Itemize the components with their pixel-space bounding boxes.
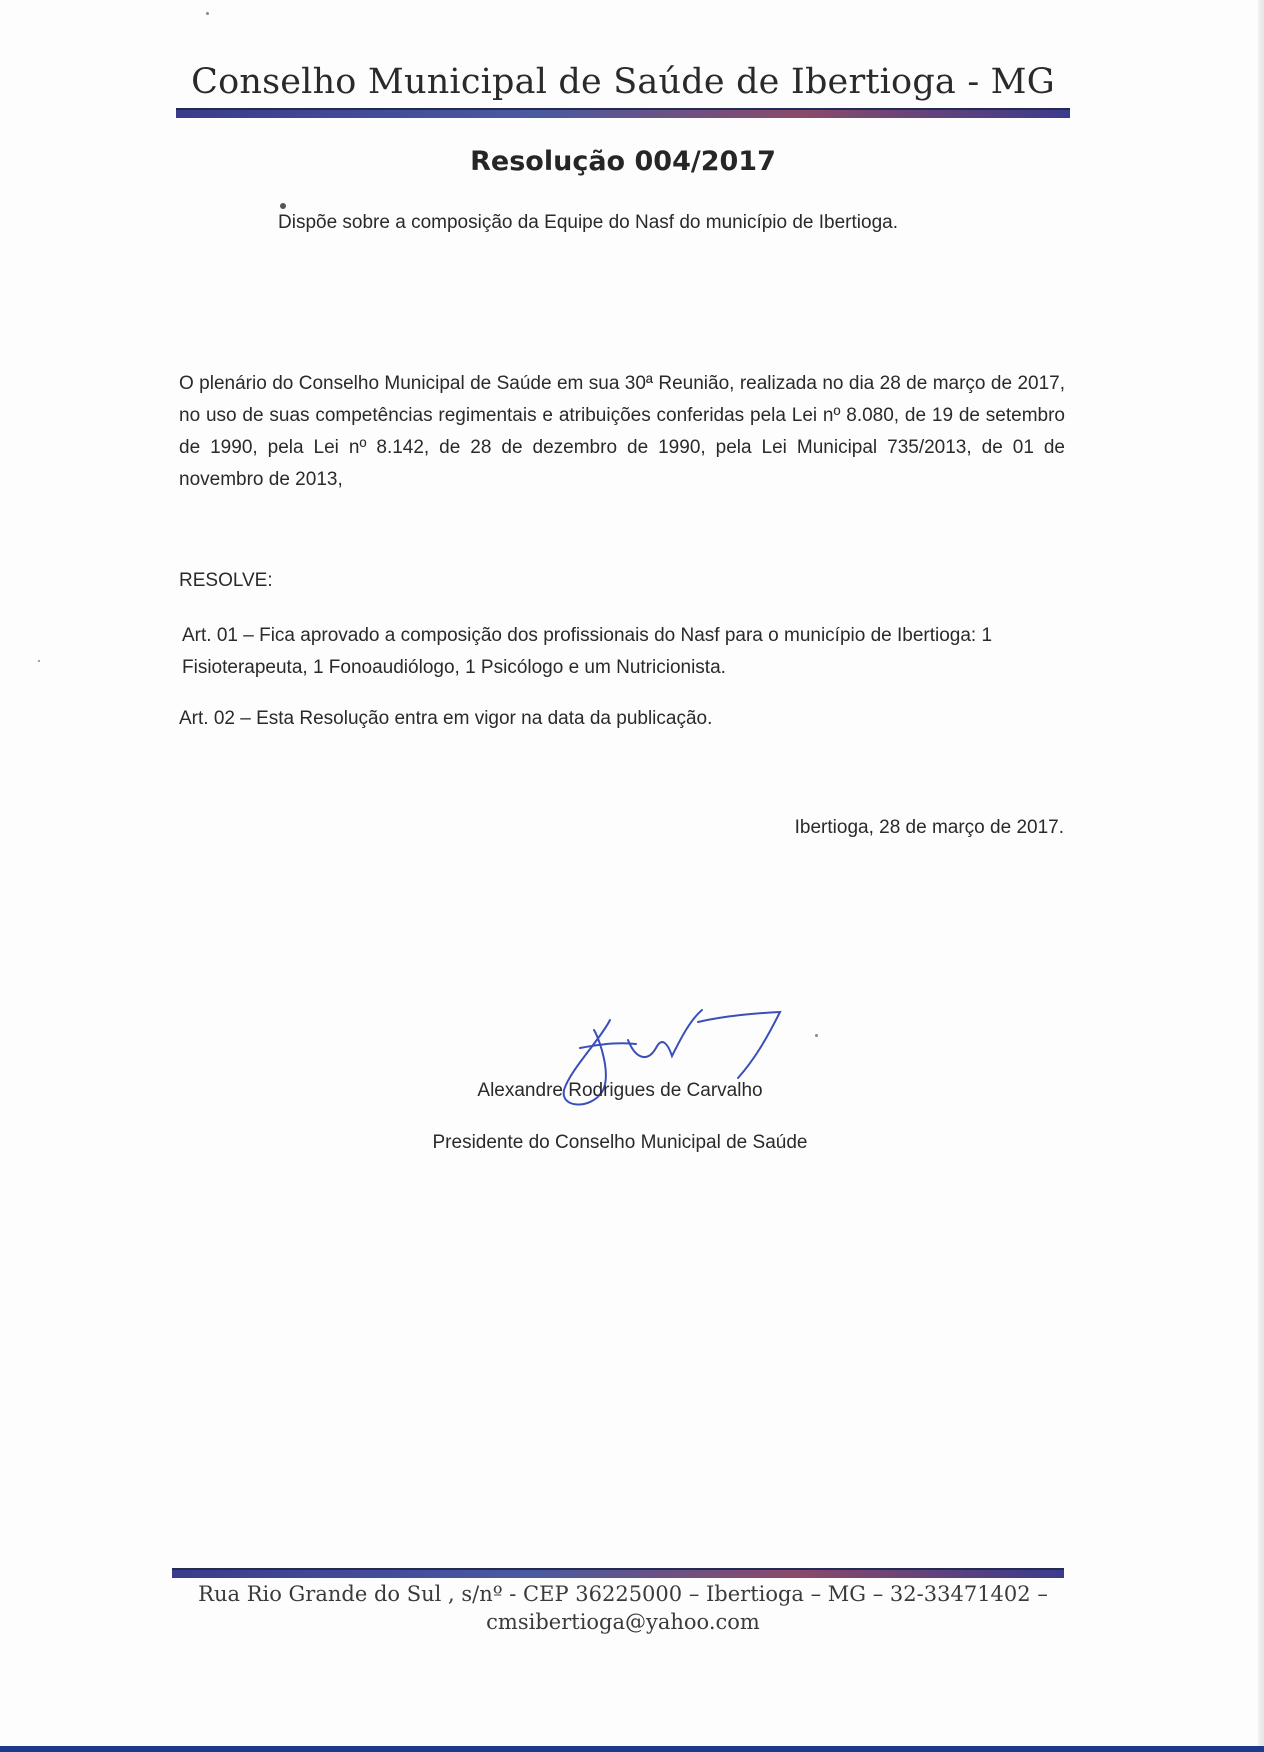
resolution-ementa: Dispõe sobre a composição da Equipe do Nasf do município de Ibertioga. bbox=[278, 212, 898, 233]
scan-bottom-edge bbox=[0, 1746, 1264, 1752]
scan-speck bbox=[38, 660, 40, 662]
signer-name: Alexandre Rodrigues de Carvalho bbox=[477, 1080, 763, 1101]
scan-speck bbox=[815, 1034, 818, 1037]
council-header-title: Conselho Municipal de Saúde de Ibertioga - MG bbox=[191, 62, 1055, 102]
scan-speck bbox=[206, 12, 209, 15]
signer-role: Presidente do Conselho Municipal de Saúde bbox=[432, 1132, 808, 1153]
preamble-paragraph: O plenário do Conselho Municipal de Saúde em sua 30ª Reunião, realizada no dia 28 de março de 2017, no uso de suas competências regimentais e atribuições conferidas pela Lei nº 8.080, de 19 de setembro de 1990, pela Lei nº 8.142, de 28 de dezembro de 1990, pela Lei Municipal 735/2013, de 01 de novembro de 2013, bbox=[179, 373, 1065, 490]
place-and-date: Ibertioga, 28 de março de 2017. bbox=[794, 817, 1064, 838]
article-2: Art. 02 – Esta Resolução entra em vigor na data da publicação. bbox=[179, 708, 713, 729]
ink-dot bbox=[280, 203, 286, 209]
handwritten-signature bbox=[540, 1000, 800, 1120]
resolve-label: RESOLVE: bbox=[179, 570, 273, 591]
scan-right-edge bbox=[1258, 0, 1264, 1752]
article-1: Art. 01 – Fica aprovado a composição dos profissionais do Nasf para o município de Ibertioga: 1 Fisioterapeuta, 1 Fonoaudiólogo, 1 Psicólogo e um Nutricionista. bbox=[182, 625, 993, 678]
footer-email: cmsibertioga@yahoo.com bbox=[486, 1610, 760, 1634]
resolution-title: Resolução 004/2017 bbox=[470, 146, 776, 177]
header-rule bbox=[176, 108, 1070, 118]
footer-rule bbox=[172, 1568, 1064, 1578]
footer-address: Rua Rio Grande do Sul , s/nº - CEP 36225000 – Ibertioga – MG – 32-33471402 – bbox=[198, 1582, 1048, 1606]
